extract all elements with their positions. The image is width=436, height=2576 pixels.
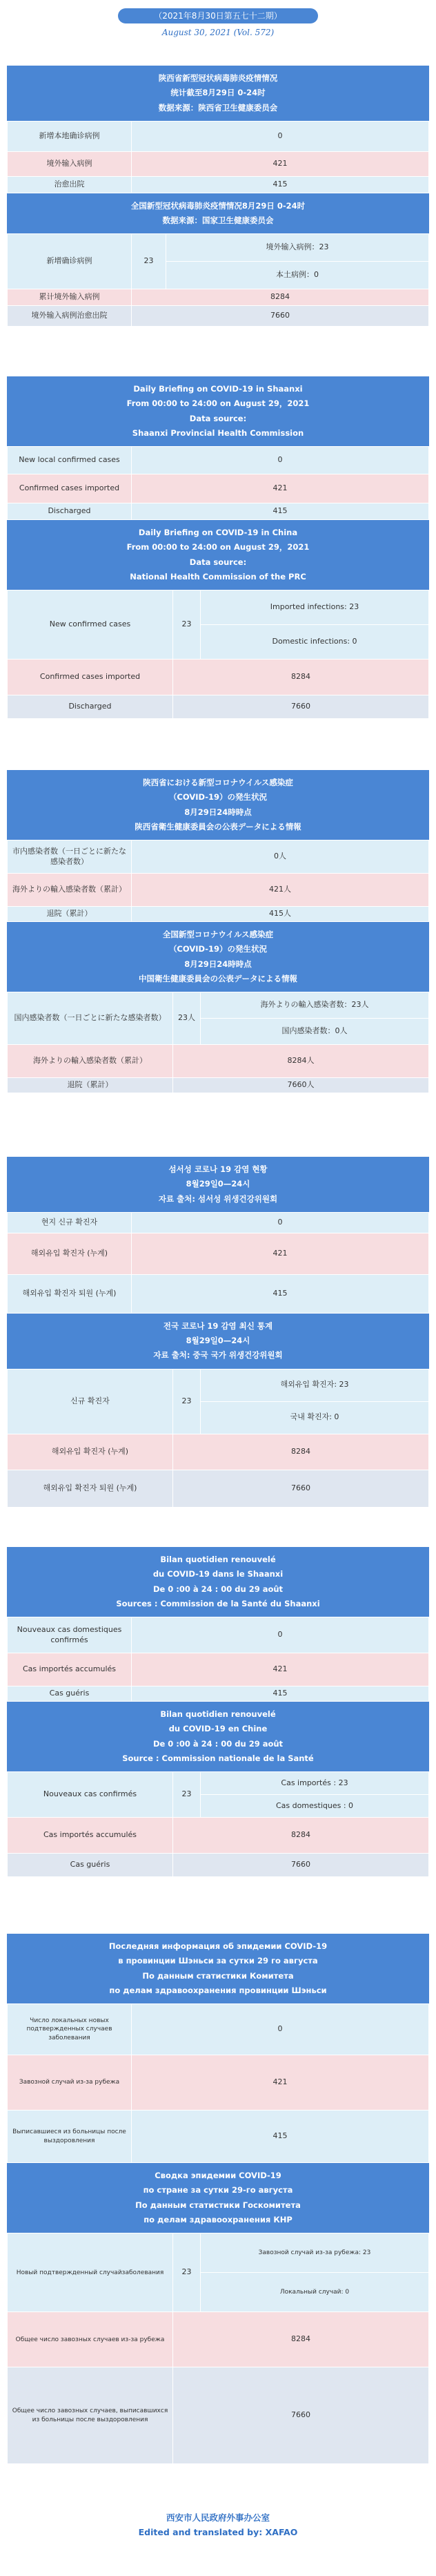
header-line: Сводка эпидемии COVID-19 bbox=[155, 2171, 281, 2181]
domestic-cases: Cas domestiques : 0 bbox=[201, 1795, 429, 1818]
row-label: 해외유입 확진자 퇴원 (누계) bbox=[8, 1470, 173, 1507]
imported-cases: Imported infections: 23 bbox=[201, 590, 429, 625]
table-row bbox=[8, 1233, 429, 1274]
row-value: 421 bbox=[132, 474, 429, 503]
zh-national-table bbox=[7, 233, 429, 327]
table-row bbox=[8, 447, 429, 474]
table-row bbox=[8, 2233, 429, 2273]
table-row bbox=[8, 695, 429, 719]
table-row bbox=[8, 1470, 429, 1507]
table-row bbox=[8, 1274, 429, 1313]
section-russian bbox=[7, 1934, 429, 2464]
table-row bbox=[8, 1854, 429, 1877]
row-value: 0 bbox=[132, 1212, 429, 1233]
imported-cases: 海外よりの輸入感染者数：23人 bbox=[201, 992, 429, 1019]
table-row bbox=[8, 1686, 429, 1702]
header-line: Data source: bbox=[189, 557, 247, 567]
row-label: 退院（累計） bbox=[8, 1078, 173, 1093]
header-line: De 0 :00 à 24 : 00 du 29 août bbox=[152, 1584, 284, 1594]
en-local-header bbox=[7, 376, 429, 446]
imported-cases: 해외유입 확진자: 23 bbox=[201, 1369, 429, 1401]
table-row bbox=[8, 2004, 429, 2055]
ru-national-table bbox=[7, 2233, 429, 2464]
header-line: De 0 :00 à 24 : 00 du 29 août bbox=[152, 1738, 284, 1749]
row-label: 해외유입 확진자 퇴원 (누계) bbox=[8, 1274, 132, 1313]
ja-local-table bbox=[7, 840, 429, 922]
new-total: 23 bbox=[173, 2233, 201, 2312]
footer-office: 西安市人民政府外事办公室 bbox=[166, 2512, 270, 2523]
ja-national-header bbox=[7, 922, 429, 992]
row-value: 415 bbox=[132, 503, 429, 520]
table-row bbox=[8, 992, 429, 1019]
table-row bbox=[8, 1078, 429, 1093]
zh-national-header bbox=[7, 193, 429, 234]
row-label: Завозной случай из-за рубежа bbox=[8, 2055, 132, 2111]
fr-national-header bbox=[7, 1702, 429, 1771]
table-row bbox=[8, 1045, 429, 1078]
header-line: Source : Commission nationale de la Santé bbox=[122, 1753, 314, 1763]
row-label: Cas importés accumulés bbox=[8, 1818, 173, 1854]
ru-local-table bbox=[7, 2003, 429, 2163]
row-label: 海外よりの輸入感染者数（累計） bbox=[8, 874, 132, 907]
header-line: 陕西省新型冠状病毒肺炎疫情情况 bbox=[158, 73, 278, 83]
section-japanese bbox=[7, 770, 429, 1093]
row-value: 421 bbox=[132, 2055, 429, 2111]
ru-national-header bbox=[7, 2163, 429, 2233]
table-row bbox=[8, 234, 429, 262]
fr-local-table bbox=[7, 1617, 429, 1702]
row-label: 해외유입 확진자 (누계) bbox=[8, 1233, 132, 1274]
row-value: 415 bbox=[132, 176, 429, 193]
table-row bbox=[8, 2111, 429, 2163]
row-value: 415 bbox=[132, 2111, 429, 2163]
row-label: Confirmed cases imported bbox=[8, 474, 132, 503]
header-line: 자료 출처: 섬서성 위생건강위원회 bbox=[158, 1193, 278, 1204]
row-value: 8284 bbox=[173, 1818, 429, 1854]
row-value: 0 bbox=[132, 1617, 429, 1653]
header-line: （COVID-19）の発生状況 bbox=[168, 792, 268, 802]
en-national-table bbox=[7, 590, 429, 719]
table-row bbox=[8, 1818, 429, 1854]
header-line: 全国新型コロナウイルス感染症 bbox=[162, 930, 274, 940]
table-row bbox=[8, 306, 429, 327]
row-label: Cas guéris bbox=[8, 1686, 132, 1702]
row-value: 415人 bbox=[132, 907, 429, 922]
row-label: Confirmed cases imported bbox=[8, 660, 173, 695]
header-line: From 00:00 to 24:00 on August 29，2021 bbox=[126, 542, 310, 552]
table-row bbox=[8, 840, 429, 874]
header-line: 전국 코로나 19 감염 최신 통계 bbox=[163, 1320, 273, 1331]
row-label: 累计境外输入病例 bbox=[8, 289, 132, 306]
header-line: 全国新型冠状病毒肺炎疫情情况8月29日 0-24时 bbox=[130, 200, 306, 211]
section-chinese bbox=[7, 66, 429, 327]
row-value: 421 bbox=[132, 151, 429, 176]
en-local-table bbox=[7, 446, 429, 520]
header-line: 자료 출처: 중국 국가 위생건강위원회 bbox=[153, 1350, 283, 1361]
row-label: 境外输入病例治愈出院 bbox=[8, 306, 132, 327]
header-line: Daily Briefing on COVID-19 in China bbox=[138, 528, 298, 538]
row-value: 7660 bbox=[173, 2367, 429, 2464]
row-value: 7660 bbox=[132, 306, 429, 327]
row-label: Nouveaux cas confirmés bbox=[8, 1772, 173, 1818]
table-row bbox=[8, 1212, 429, 1233]
row-value: 8284 bbox=[173, 1434, 429, 1470]
header-line: Bilan quotidien renouvelé bbox=[160, 1555, 276, 1564]
new-total: 23 bbox=[132, 234, 166, 289]
table-row bbox=[8, 151, 429, 176]
new-total: 23 bbox=[173, 590, 201, 660]
header-line: По данным статистики Госкомитета bbox=[135, 2200, 301, 2210]
ko-national-header bbox=[7, 1314, 429, 1369]
en-national-header bbox=[7, 520, 429, 590]
table-row bbox=[8, 1772, 429, 1795]
section-korean bbox=[7, 1157, 429, 1508]
table-row bbox=[8, 1369, 429, 1401]
imported-cases: Cas importés : 23 bbox=[201, 1772, 429, 1795]
new-total: 23 bbox=[173, 1772, 201, 1818]
row-value: 8284 bbox=[132, 289, 429, 306]
row-value: 8284 bbox=[173, 2312, 429, 2367]
header-line: по стране за сутки 29-го августа bbox=[143, 2185, 293, 2195]
zh-local-table bbox=[7, 121, 429, 193]
table-row bbox=[8, 2055, 429, 2111]
header-line: du COVID-19 dans le Shaanxi bbox=[152, 1569, 284, 1579]
table-row bbox=[8, 474, 429, 503]
row-value: 8284人 bbox=[173, 1045, 429, 1078]
table-row bbox=[8, 289, 429, 306]
header-line: 8月29日24時時点 bbox=[184, 807, 252, 817]
header-line: 8월29일0—24시 bbox=[186, 1336, 250, 1346]
header-line: 8월29일0—24시 bbox=[186, 1179, 250, 1189]
header-line: 陕西省における新型コロナウイルス感染症 bbox=[143, 778, 293, 787]
row-label: Число локальных новых подтвержденных случаев заболевания bbox=[8, 2004, 132, 2055]
ko-local-table bbox=[7, 1212, 429, 1314]
row-label: 新增确诊病例 bbox=[8, 234, 132, 289]
header-line: 陕西省衛生健康委員会の公表データによる情報 bbox=[135, 821, 301, 832]
row-value: 421 bbox=[132, 1233, 429, 1274]
row-value: 7660 bbox=[173, 695, 429, 719]
footer-credit: Edited and translated by: XAFAO bbox=[138, 2527, 298, 2538]
header-line: по делам здравоохранения КНР bbox=[143, 2214, 293, 2224]
ru-local-header bbox=[7, 1934, 429, 2003]
section-english bbox=[7, 376, 429, 719]
issue-date-pill: （2021年8月30日第五七十二期） bbox=[118, 8, 318, 23]
row-label: Общее число завозных случаев, выписавшихся из больницы после выздоровления bbox=[8, 2367, 173, 2464]
issue-date-english: August 30, 2021 (Vol. 572) bbox=[161, 28, 275, 37]
header-line: Daily Briefing on COVID-19 in Shaanxi bbox=[133, 384, 303, 394]
table-row bbox=[8, 1617, 429, 1653]
table-row bbox=[8, 121, 429, 151]
row-value: 415 bbox=[132, 1274, 429, 1313]
imported-cases: 境外输入病例：23 bbox=[166, 234, 429, 262]
row-label: 境外输入病例 bbox=[8, 151, 132, 176]
section-french bbox=[7, 1547, 429, 1877]
row-value: 421人 bbox=[132, 874, 429, 907]
domestic-cases: Domestic infections: 0 bbox=[201, 625, 429, 660]
header-line: National Health Commission of the PRC bbox=[130, 571, 306, 581]
header-line: 섬서성 코로나 19 감염 현황 bbox=[168, 1164, 268, 1174]
header-line: From 00:00 to 24:00 on August 29，2021 bbox=[126, 398, 310, 409]
table-row bbox=[8, 590, 429, 625]
row-label: Cas guéris bbox=[8, 1854, 173, 1877]
row-label: 현지 신규 확진자 bbox=[8, 1212, 132, 1233]
footer bbox=[0, 2510, 436, 2540]
row-label: Выписавшиеся из больницы после выздоровления bbox=[8, 2111, 132, 2163]
domestic-cases: 国内感染者数：0人 bbox=[201, 1019, 429, 1045]
ko-national-table bbox=[7, 1369, 429, 1508]
row-label: 신규 확진자 bbox=[8, 1369, 173, 1434]
header-line: Sources : Commission de la Santé du Shaanxi bbox=[116, 1598, 320, 1608]
header-line: Bilan quotidien renouvelé bbox=[160, 1709, 276, 1720]
domestic-cases: 本土病例：0 bbox=[166, 262, 429, 289]
header-line: в провинции Шэньси за сутки 29 го августа bbox=[118, 1956, 318, 1966]
table-row bbox=[8, 874, 429, 907]
row-label: Cas importés accumulés bbox=[8, 1653, 132, 1686]
header-line: по делам здравоохранения провинции Шэньси bbox=[109, 1985, 327, 1995]
table-row bbox=[8, 660, 429, 695]
header-line: Последняя информация об эпидемии COVID-19 bbox=[108, 1941, 328, 1951]
row-value: 7660人 bbox=[173, 1078, 429, 1093]
row-value: 0 bbox=[132, 121, 429, 151]
row-label: 退院（累計） bbox=[8, 907, 132, 922]
header-line: По данным статистики Комитета bbox=[142, 1970, 294, 1981]
header-line: Data source: bbox=[189, 413, 247, 423]
row-label: New confirmed cases bbox=[8, 590, 173, 660]
row-value: 421 bbox=[132, 1653, 429, 1686]
table-row bbox=[8, 907, 429, 922]
row-label: 国内感染者数（一日ごとに新たな感染者数） bbox=[8, 992, 173, 1045]
row-label: 海外よりの輸入感染者数（累計） bbox=[8, 1045, 173, 1078]
header-line: 数据来源：国家卫生健康委员会 bbox=[162, 215, 274, 226]
header-line: （COVID-19）の発生状況 bbox=[168, 944, 268, 954]
row-label: Новый подтвержденный случайзаболевания bbox=[8, 2233, 173, 2312]
ja-local-header bbox=[7, 770, 429, 840]
row-label: Discharged bbox=[8, 695, 173, 719]
fr-national-table bbox=[7, 1771, 429, 1877]
table-row bbox=[8, 2367, 429, 2464]
table-row bbox=[8, 1653, 429, 1686]
row-value: 8284 bbox=[173, 660, 429, 695]
domestic-cases: Локальный случай: 0 bbox=[201, 2273, 429, 2312]
row-label: Discharged bbox=[8, 503, 132, 520]
row-value: 7660 bbox=[173, 1854, 429, 1877]
new-total: 23 bbox=[173, 1369, 201, 1434]
header-line: 统计截至8月29日 0-24时 bbox=[170, 88, 266, 98]
row-value: 0人 bbox=[132, 840, 429, 874]
row-label: Общее число завозных случаев из-за рубежа bbox=[8, 2312, 173, 2367]
zh-local-header bbox=[7, 66, 429, 121]
header-line: du COVID-19 en Chine bbox=[168, 1724, 268, 1734]
header-line: 8月29日24時時点 bbox=[184, 959, 252, 969]
ja-national-table bbox=[7, 992, 429, 1093]
domestic-cases: 국내 확진자: 0 bbox=[201, 1401, 429, 1434]
table-row bbox=[8, 2312, 429, 2367]
table-row bbox=[8, 503, 429, 520]
imported-cases: Завозной случай из-за рубежа: 23 bbox=[201, 2233, 429, 2273]
row-value: 0 bbox=[132, 2004, 429, 2055]
header-line: Shaanxi Provincial Health Commission bbox=[132, 427, 304, 438]
header-line: 数据来源：陕西省卫生健康委员会 bbox=[158, 102, 278, 113]
header-line: 中国衛生健康委員会の公表データによる情報 bbox=[139, 973, 297, 983]
row-value: 415 bbox=[132, 1686, 429, 1702]
row-label: New local confirmed cases bbox=[8, 447, 132, 474]
fr-local-header bbox=[7, 1547, 429, 1617]
row-value: 7660 bbox=[173, 1470, 429, 1507]
new-total: 23人 bbox=[173, 992, 201, 1045]
row-label: 治愈出院 bbox=[8, 176, 132, 193]
row-label: Nouveaux cas domestiques confirmés bbox=[8, 1617, 132, 1653]
row-label: 해외유입 확진자 (누계) bbox=[8, 1434, 173, 1470]
table-row bbox=[8, 1434, 429, 1470]
row-label: 新增本地确诊病例 bbox=[8, 121, 132, 151]
table-row bbox=[8, 176, 429, 193]
row-label: 市内感染者数（一日ごとに新たな感染者数） bbox=[8, 840, 132, 874]
ko-local-header bbox=[7, 1157, 429, 1212]
row-value: 0 bbox=[132, 447, 429, 474]
